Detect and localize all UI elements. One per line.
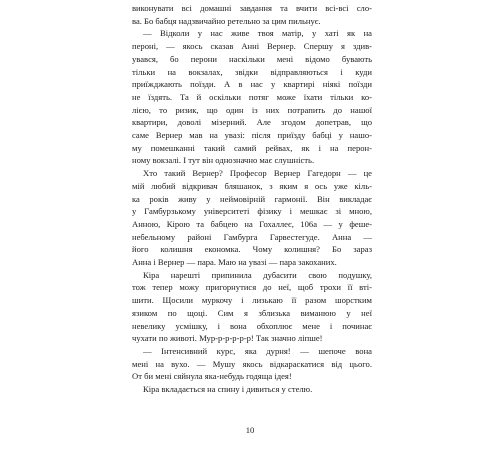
text-line: мені на вухо. — Мушу якось відкараскатися від цього. (132, 358, 372, 369)
text-line: мій любий відкривач бляшанок, з яким я ось уже кіль- (132, 180, 372, 191)
page-number: 10 (245, 425, 255, 435)
text-line: ка років живу у неймовірній гармонії. Він викладає (132, 193, 372, 204)
text-line: чухати по животі. Мур-р-р-р-р-р! Так значно ліпше! (132, 333, 323, 344)
text-line: Хто такий Вернер? Професор Вернер Гагедорн — це (143, 168, 372, 179)
text-line: тільки на вокзалах, звідки відправляються і куди (132, 66, 372, 77)
text-line: ному вокзалі. І тут він однозначно має слушність. (132, 155, 315, 166)
text-line: тож тепер можу пригорнутися до неї, щоб трохи її вті- (132, 282, 372, 293)
text-line: небельному районі Гамбурга Гарвестегуде. Анна — (132, 231, 372, 242)
text-line: пероні, — якось сказав Анні Вернер. Спершу я здив- (132, 41, 372, 52)
text-line: саме Вернер мав на увазі: після приїзду бабці у нашо- (132, 130, 372, 141)
text-line: невелику усмішку, і вона обхоплює мене і починає (132, 320, 372, 331)
text-line: не їздять. Та й оскільки потяг може їхати тільки ко- (132, 91, 372, 102)
text-line: — Інтенсивний курс, яка дурня! — шепоче вона (143, 345, 372, 356)
page-body-text (132, 2, 372, 396)
text-line: виконувати всі домашні завдання та вчити всі-всі сло- (132, 3, 372, 13)
text-line: Анна і Вернер — пара. Маю на увазі — пара закоханих. (132, 257, 337, 268)
text-line: увався, бо перони наскільки мені відомо бувають (132, 53, 372, 64)
text-line: Анною, Кірою та бабцею на Гохаллеє, 106а — у феше- (132, 218, 372, 229)
text-line: Кіра вкладається на спину і дивиться у стелю. (143, 384, 313, 395)
text-line: його колишня економка. Чому колишня? Бо зараз (132, 244, 372, 255)
text-line: у Гамбурзькому університеті фізику і мешкає зі мною, (132, 206, 372, 217)
text-line: квартири, доволі мізерний. Але згодом допетрав, що (132, 117, 372, 128)
text-line: Кіра нарешті припинила дубасити свою подушку, (143, 269, 372, 280)
text-line: приїжджають поїзди. А в нас у квартирі ніякі поїзди (132, 79, 372, 90)
text-line: От би мені сяйнула яка-небудь годяща ідея! (132, 371, 292, 382)
text-line: лією, то ризик, що один із них потрапить до нашої (132, 104, 372, 115)
text-line: — Відколи у нас живе твоя матір, у хаті як на (143, 28, 372, 39)
text-line: ва. Бо бабця надзвичайно ретельно за цим пильнує. (132, 15, 321, 26)
text-line: шити. Щосили муркочу і лизькаю її разом шорстким (132, 295, 372, 306)
text-line: му помешканні такий самий рейвах, як і на перон- (132, 142, 372, 153)
text-line: язиком по щоці. Сим я зблизька виманюю у неї (132, 307, 372, 318)
